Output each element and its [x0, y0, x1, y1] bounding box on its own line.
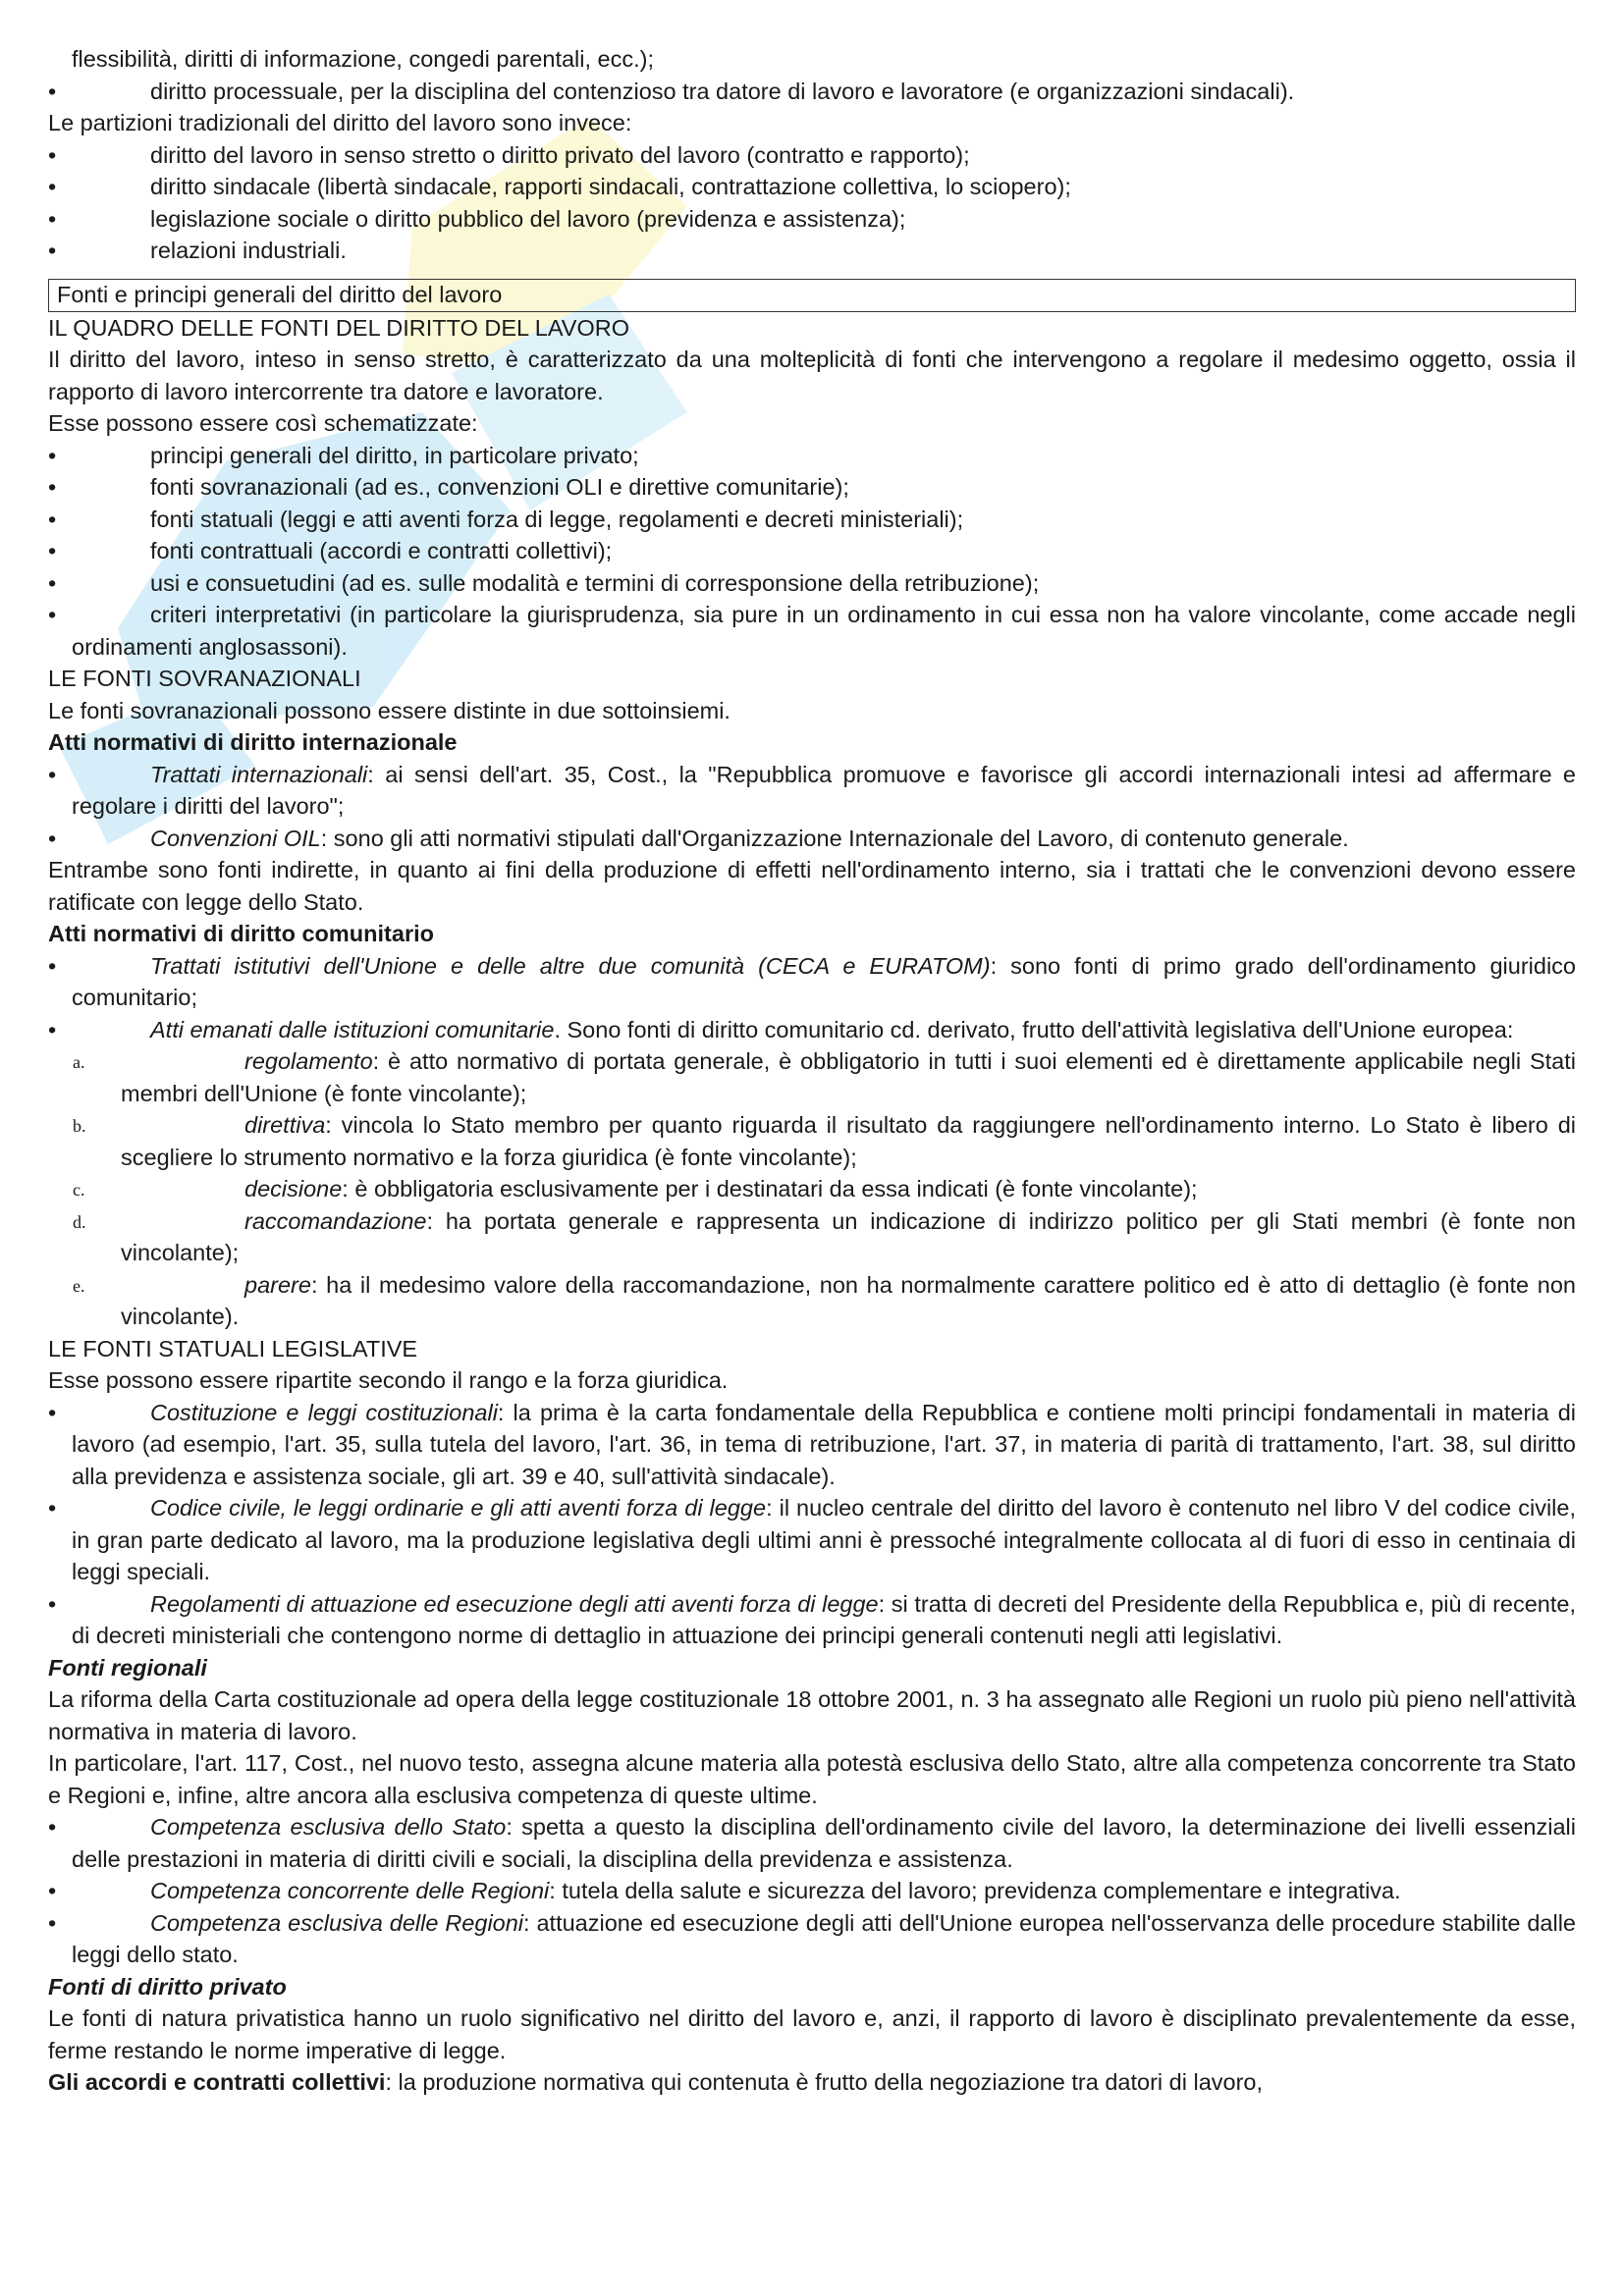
lettered-item: d. raccomandazione: ha portata generale e rappresenta un indicazione di indirizzo politico per gli Stati membri (è fonte non vincolante); [73, 1207, 1576, 1265]
bullet-icon: • [48, 506, 57, 532]
list-item: • usi e consuetudini (ad es. sulle modalità e termini di corresponsione della retribuzione); [48, 567, 1576, 600]
bullet-icon: • [48, 952, 57, 979]
bullet-icon: • [48, 1878, 57, 1903]
list-item: • Regolamenti di attuazione ed esecuzione degli atti aventi forza di legge: si tratta di decreti del Presidente della Repubblica e, più di recente, di decreti ministeriali che contengono norme di dettaglio in attuazione dei principi generali contenuti negli atti legislativi. [48, 1588, 1576, 1652]
list-item: • fonti statuali (leggi e atti aventi forza di legge, regolamenti e decreti ministeriali); [48, 504, 1576, 536]
list-item: • principi generali del diritto, in particolare privato; [48, 440, 1576, 472]
bullet-icon: • [48, 1016, 57, 1042]
list-item: • relazioni industriali. [48, 235, 1576, 267]
paragraph: Entrambe sono fonti indirette, in quanto ai fini della produzione di effetti nell'ordinamento interno, sia i trattati che le convenzioni devono essere ratificate con legge dello Stato. [48, 857, 1576, 915]
subsection-heading: Atti normativi di diritto internazionale [48, 729, 458, 755]
lettered-item: a. regolamento: è atto normativo di portata generale, è obbligatorio in tutti i suoi elementi ed è direttamente applicabile negli Stati membri dell'Unione (è fonte vincolante); [73, 1048, 1576, 1106]
bullet-icon: • [48, 538, 57, 563]
bullet-icon: • [48, 761, 57, 787]
bullet-icon: • [48, 238, 57, 263]
section-heading: LE FONTI STATUALI LEGISLATIVE [48, 1335, 418, 1362]
section-heading: IL QUADRO DELLE FONTI DEL DIRITTO DEL LAVORO [48, 314, 629, 341]
list-item: • diritto processuale, per la disciplina del contenzioso tra datore di lavoro e lavoratore (e organizzazioni sindacali). [48, 76, 1576, 108]
lettered-item: e. parere: ha il medesimo valore della raccomandazione, non ha normalmente carattere politico ed è atto di dettaglio (è fonte non vincolante). [73, 1271, 1576, 1329]
bullet-icon: • [48, 602, 57, 627]
list-item: • fonti sovranazionali (ad es., convenzioni OLI e direttive comunitarie); [48, 471, 1576, 504]
bullet-icon: • [48, 442, 57, 468]
bullet-icon: • [48, 569, 57, 596]
list-item: • diritto sindacale (libertà sindacale, rapporti sindacali, contrattazione collettiva, lo sciopero); [48, 171, 1576, 203]
section-heading: LE FONTI SOVRANAZIONALI [48, 666, 361, 691]
list-item: • Competenza esclusiva delle Regioni: attuazione ed esecuzione degli atti dell'Unione europea nell'osservanza delle procedure stabilite dalle leggi dello stato. [48, 1907, 1576, 1971]
subsection-heading: Fonti di diritto privato [48, 1973, 287, 2000]
list-item: • Codice civile, le leggi ordinarie e gli atti aventi forza di legge: il nucleo centrale del diritto del lavoro è contenuto nel libro V del codice civile, in gran parte dedicato al lavoro, ma la produzione legislativa degli ultimi anni è pressoché integralmente collocata al di fuori di esso in centinaia di leggi speciali. [48, 1492, 1576, 1588]
bullet-icon: • [48, 1495, 57, 1521]
subsection-heading: Atti normativi di diritto comunitario [48, 921, 434, 946]
list-item: • fonti contrattuali (accordi e contratti collettivi); [48, 535, 1576, 567]
lettered-item: b. direttiva: vincola lo Stato membro per quanto riguarda il risultato da raggiungere nell'ordinamento interno. Lo Stato è libero di scegliere lo strumento normativo e la forza giuridica (è fonte vincolante); [73, 1112, 1576, 1170]
section-title-box: Fonti e principi generali del diritto del lavoro [48, 279, 1576, 312]
list-item: • Competenza concorrente delle Regioni: tutela della salute e sicurezza del lavoro; previdenza complementare e integrativa. [48, 1875, 1576, 1907]
paragraph: Esse possono essere così schematizzate: [48, 410, 478, 436]
list-item: • diritto del lavoro in senso stretto o diritto privato del lavoro (contratto e rapporto); [48, 139, 1576, 172]
bullet-icon: • [48, 1399, 57, 1425]
bullet-icon: • [48, 1814, 57, 1840]
bullet-icon: • [48, 174, 57, 199]
list-item: • Atti emanati dalle istituzioni comunitarie. Sono fonti di diritto comunitario cd. derivato, frutto dell'attività legislativa dell'Unione europea: [48, 1014, 1576, 1046]
bullet-icon: • [48, 205, 57, 232]
list-item: • criteri interpretativi (in particolare la giurisprudenza, sia pure in un ordinamento in cui essa non ha valore vincolante, come accade negli ordinamenti anglosassoni). [48, 599, 1576, 663]
bullet-icon: • [48, 78, 57, 104]
list-item: • Competenza esclusiva dello Stato: spetta a questo la disciplina dell'ordinamento civile del lavoro, la determinazione dei livelli essenziali delle prestazioni in materia di diritti civili e sociali, la disciplina della previdenza e assistenza. [48, 1811, 1576, 1875]
paragraph: Le fonti di natura privatistica hanno un ruolo significativo nel diritto del lavoro e, anzi, il rapporto di lavoro è disciplinato prevalentemente da esse, ferme restando le norme imperative di legge. [48, 2005, 1576, 2063]
bullet-icon: • [48, 1909, 57, 1936]
paragraph: Le fonti sovranazionali possono essere distinte in due sottoinsiemi. [48, 697, 730, 723]
list-item: • Trattati internazionali: ai sensi dell'art. 35, Cost., la "Repubblica promuove e favorisce gli accordi internazionali intesi ad affermare e regolare i diritti del lavoro"; [48, 759, 1576, 823]
list-item: • Trattati istitutivi dell'Unione e delle altre due comunità (CECA e EURATOM): sono fonti di primo grado dell'ordinamento giuridico comunitario; [48, 950, 1576, 1014]
continued-line: flessibilità, diritti di informazione, congedi parentali, ecc.); [72, 46, 654, 72]
lettered-item: c. decisione: è obbligatoria esclusivamente per i destinatari da essa indicati (è fonte vincolante); [73, 1176, 1198, 1201]
paragraph: In particolare, l'art. 117, Cost., nel nuovo testo, assegna alcune materia alla potestà esclusiva dello Stato, altre alla competenza concorrente tra Stato e Regioni e, infine, altre ancora alla esclusiva competenza di queste ultime. [48, 1750, 1576, 1808]
bullet-icon: • [48, 141, 57, 168]
list-item: • Convenzioni OIL: sono gli atti normativi stipulati dall'Organizzazione Internazionale del Lavoro, di contenuto generale. [48, 823, 1576, 855]
document-page [48, 43, 1576, 2099]
paragraph: Esse possono essere ripartite secondo il rango e la forza giuridica. [48, 1367, 729, 1393]
list-item: • Costituzione e leggi costituzionali: la prima è la carta fondamentale della Repubblica e contiene molti principi fondamentali in materia di lavoro (ad esempio, l'art. 35, sulla tutela del lavoro, l'art. 36, in tema di retribuzione, l'art. 37, in materia di parità di trattamento, l'art. 38, sul diritto alla previdenza e assistenza sociale, gli art. 39 e 40, sull'attività sindacale). [48, 1397, 1576, 1493]
paragraph: Il diritto del lavoro, inteso in senso stretto, è caratterizzato da una molteplicità di fonti che intervengono a regolare il medesimo oggetto, ossia il rapporto di lavoro intercorrente tra datore e lavoratore. [48, 347, 1576, 404]
paragraph: Gli accordi e contratti collettivi: la produzione normativa qui contenuta è frutto della negoziazione tra datori di lavoro, [48, 2069, 1264, 2095]
list-item: • legislazione sociale o diritto pubblico del lavoro (previdenza e assistenza); [48, 203, 1576, 236]
bullet-icon: • [48, 474, 57, 500]
paragraph: La riforma della Carta costituzionale ad opera della legge costituzionale 18 ottobre 2001, n. 3 ha assegnato alle Regioni un ruolo più pieno nell'attività normativa in materia di lavoro. [48, 1686, 1576, 1744]
bullet-icon: • [48, 825, 57, 851]
paragraph: Le partizioni tradizionali del diritto del lavoro sono invece: [48, 110, 632, 135]
subsection-heading: Fonti regionali [48, 1654, 207, 1681]
bullet-icon: • [48, 1590, 57, 1617]
